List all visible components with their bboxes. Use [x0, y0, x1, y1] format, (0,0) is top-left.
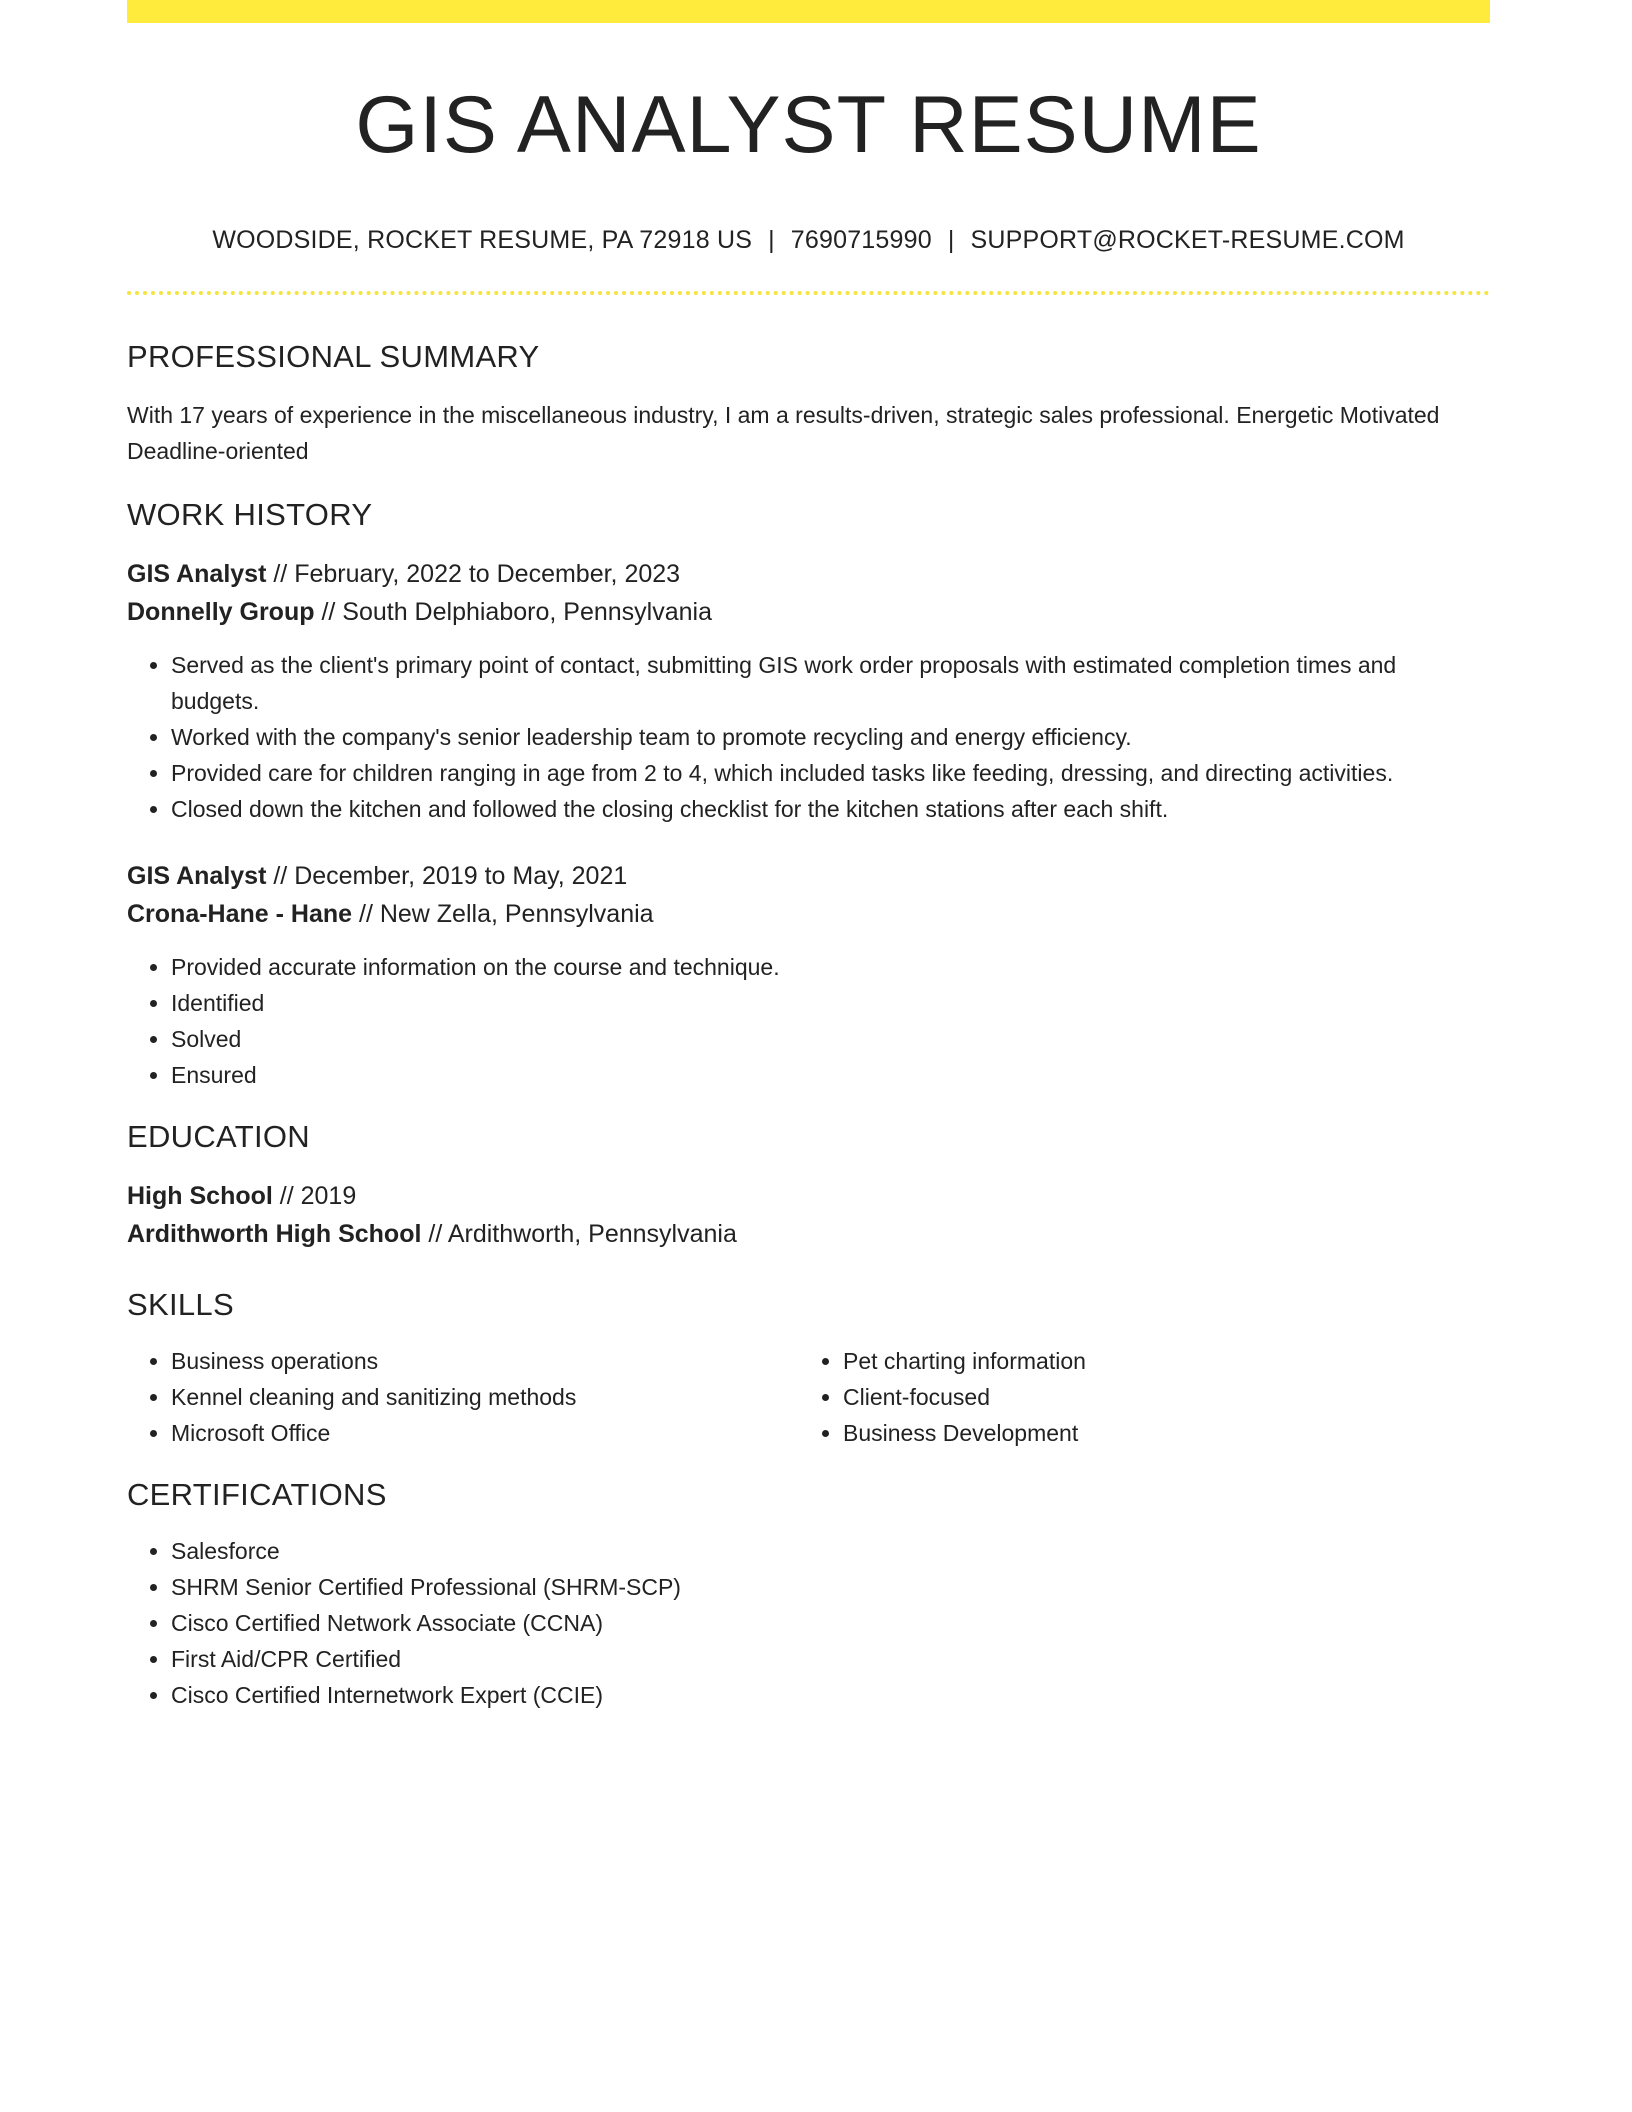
job-title-line: [127, 555, 1490, 593]
job-bullet: • Solved: [171, 1021, 1490, 1057]
job-dates: // December, 2019 to May, 2021: [266, 862, 628, 891]
job-company: Donnelly Group: [127, 598, 315, 627]
job-company-line: [127, 593, 1490, 631]
job-location: // South Delphiaboro, Pennsylvania: [314, 598, 712, 627]
job-title-line: [127, 857, 1490, 895]
education-location: // Ardithworth, Pennsylvania: [421, 1220, 737, 1249]
job-role: GIS Analyst: [127, 862, 267, 891]
certification-item: • Cisco Certified Network Associate (CCNA): [171, 1605, 1490, 1641]
contact-line: [127, 226, 1490, 255]
certification-item: • Cisco Certified Internetwork Expert (CCIE): [171, 1677, 1490, 1713]
summary-text: With 17 years of experience in the miscellaneous industry, I am a results-driven, strategic sales professional. Energetic Motivated Deadline-oriented: [127, 402, 1440, 465]
job-company: Crona-Hane - Hane: [127, 900, 353, 929]
job-bullet: • Closed down the kitchen and followed the closing checklist for the kitchen stations after each shift.: [171, 791, 1490, 827]
education-degree-line: [127, 1177, 1490, 1215]
job-bullets: [127, 647, 1490, 827]
job-bullet: • Served as the client's primary point of contact, submitting GIS work order proposals with estimated completion times and budgets.: [171, 647, 1490, 719]
contact-email: SUPPORT@ROCKET-RESUME.COM: [970, 226, 1405, 255]
resume-title: GIS ANALYST RESUME: [355, 80, 1262, 170]
job-bullets: [127, 949, 1490, 1093]
contact-separator: |: [768, 226, 775, 255]
job-company-line: [127, 895, 1490, 933]
job-bullet: • Ensured: [171, 1057, 1490, 1093]
job-role: GIS Analyst: [127, 560, 267, 589]
contact-address: WOODSIDE, ROCKET RESUME, PA 72918 US: [212, 226, 753, 255]
dotted-divider: [127, 291, 1490, 295]
skill-item: • Client-focused: [843, 1379, 1471, 1415]
skills-right-column: [799, 1343, 1471, 1451]
education-degree: High School: [127, 1182, 273, 1211]
job-entry: [127, 555, 1490, 827]
job-entry: [127, 857, 1490, 1093]
certifications-heading: CERTIFICATIONS: [127, 1477, 387, 1513]
certification-item: • SHRM Senior Certified Professional (SHRM-SCP): [171, 1569, 1490, 1605]
skill-item: • Pet charting information: [843, 1343, 1471, 1379]
contact-separator: |: [947, 226, 955, 255]
job-bullet: • Worked with the company's senior leadership team to promote recycling and energy efficiency.: [171, 719, 1490, 755]
certification-item: • First Aid/CPR Certified: [171, 1641, 1490, 1677]
education-school-line: [127, 1215, 1490, 1253]
skills-heading: SKILLS: [127, 1287, 234, 1323]
education-school: Ardithworth High School: [127, 1220, 422, 1249]
job-bullet: • Provided accurate information on the course and technique.: [171, 949, 1490, 985]
work-history-heading: WORK HISTORY: [127, 497, 373, 533]
skills-left-column: [127, 1343, 799, 1451]
job-bullet: • Identified: [171, 985, 1490, 1021]
skill-item: • Business operations: [171, 1343, 799, 1379]
certification-item: • Salesforce: [171, 1533, 1490, 1569]
job-bullet: • Provided care for children ranging in age from 2 to 4, which included tasks like feeding, dressing, and directing activities.: [171, 755, 1490, 791]
job-dates: // February, 2022 to December, 2023: [266, 560, 681, 589]
skill-item: • Kennel cleaning and sanitizing methods: [171, 1379, 799, 1415]
skill-item: • Microsoft Office: [171, 1415, 799, 1451]
education-year: // 2019: [272, 1182, 357, 1211]
resume-page: [127, 0, 1490, 1713]
summary-heading: PROFESSIONAL SUMMARY: [127, 339, 540, 375]
skill-item: • Business Development: [843, 1415, 1471, 1451]
job-location: // New Zella, Pennsylvania: [352, 900, 654, 929]
contact-phone: 7690715990: [790, 226, 932, 255]
accent-top-bar: [127, 0, 1490, 23]
education-entry: [127, 1177, 1490, 1253]
skills-grid: [127, 1343, 1490, 1451]
education-heading: EDUCATION: [127, 1119, 310, 1155]
certifications-list: [127, 1533, 1490, 1713]
